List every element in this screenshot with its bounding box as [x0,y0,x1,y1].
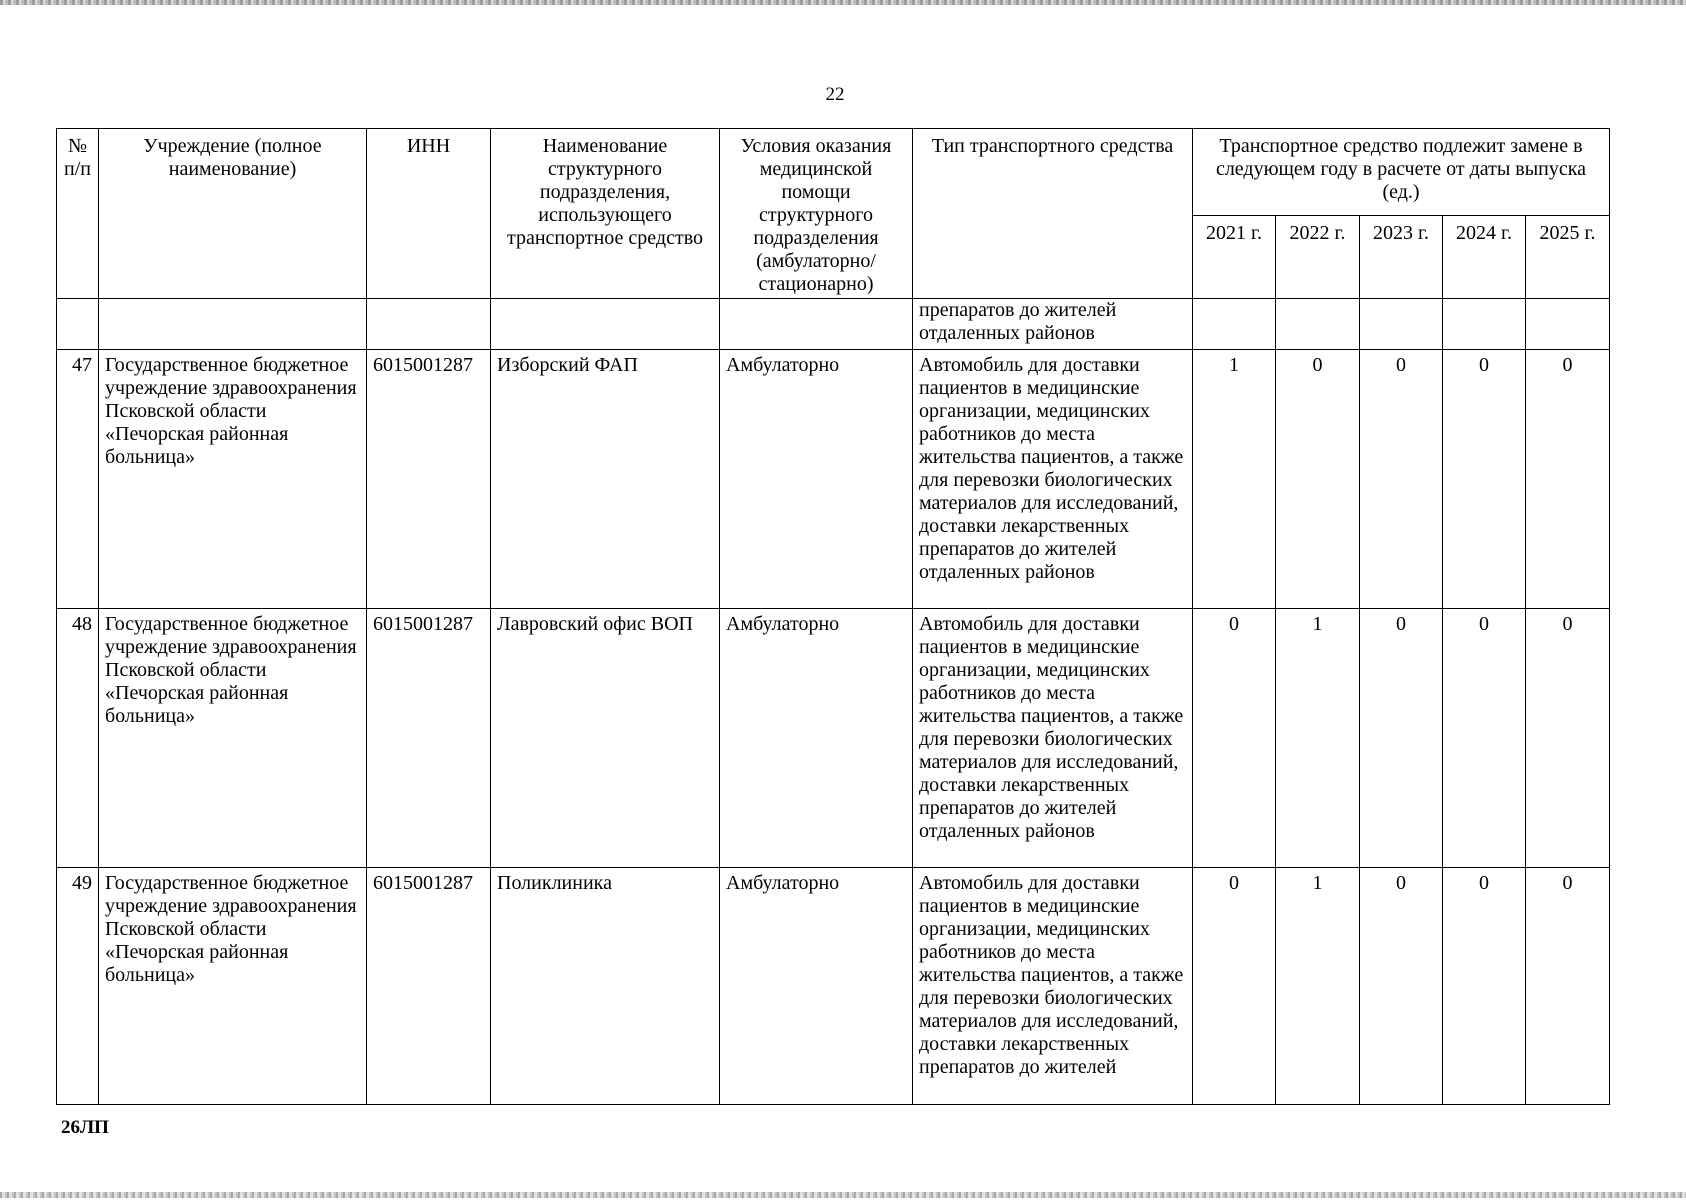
year-value-cell: 0 [1193,609,1276,868]
header-year: 2025 г. [1526,215,1610,298]
header-year: 2022 г. [1276,215,1360,298]
table-cell [1193,299,1276,350]
row-number: 48 [57,609,99,868]
row-number: 47 [57,350,99,609]
vehicle-type-cell: Автомобиль для доставки пациентов в медицинские организации, медицинских работников до места жительства пациентов, а также для перевозки биологических материалов для исследований, доставки лекарственных препаратов до жителей [913,868,1193,1105]
continuation-row [57,299,1610,350]
institution-cell: Государственное бюджетное учреждение здравоохранения Псковской области «Печорская районная больница» [99,350,367,609]
table-cell [720,299,913,350]
header-num: № п/п [57,129,99,299]
conditions-cell: Амбулаторно [720,609,913,868]
year-value-cell: 0 [1360,609,1443,868]
institution-cell: Государственное бюджетное учреждение здравоохранения Псковской области «Печорская районная больница» [99,868,367,1105]
header-vehicle-type: Тип транспортного средства [913,129,1193,299]
year-value-cell: 0 [1526,609,1610,868]
table-cell [1443,299,1526,350]
conditions-cell: Амбулаторно [720,350,913,609]
year-value-cell: 0 [1276,350,1360,609]
table-cell [367,299,491,350]
subdivision-cell: Изборский ФАП [491,350,720,609]
table-row [57,350,1610,609]
header-replacement-group: Транспортное средство подлежит замене в следующем году в расчете от даты выпуска (ед.) [1193,129,1610,216]
header-row [57,129,1610,216]
vehicle-type-cell: Автомобиль для доставки пациентов в медицинские организации, медицинских работников до места жительства пациентов, а также для перевозки биологических материалов для исследований, доставки лекарственных препаратов до жителей отдаленных районов [913,609,1193,868]
table-row [57,609,1610,868]
year-value-cell: 0 [1526,350,1610,609]
header-subdivision: Наименование структурного подразделения, использующего транспортное средство [491,129,720,299]
table-cell [1276,299,1360,350]
table-cell [57,299,99,350]
row-number: 49 [57,868,99,1105]
year-value-cell: 0 [1526,868,1610,1105]
year-value-cell: 0 [1443,350,1526,609]
vehicle-replacement-table [56,128,1610,1105]
inn-cell: 6015001287 [367,350,491,609]
year-value-cell: 0 [1360,350,1443,609]
header-year: 2024 г. [1443,215,1526,298]
table-row [57,868,1610,1105]
year-value-cell: 0 [1443,609,1526,868]
year-value-cell: 1 [1193,350,1276,609]
year-value-cell: 0 [1193,868,1276,1105]
table-cell [491,299,720,350]
header-inn: ИНН [367,129,491,299]
conditions-cell: Амбулаторно [720,868,913,1105]
table-cell [1526,299,1610,350]
vehicle-type-cell: препаратов до жителей отдаленных районов [913,299,1193,350]
inn-cell: 6015001287 [367,868,491,1105]
page-number: 22 [825,84,845,105]
vehicle-type-cell: Автомобиль для доставки пациентов в медицинские организации, медицинских работников до места жительства пациентов, а также для перевозки биологических материалов для исследований, доставки лекарственных препаратов до жителей отдаленных районов [913,350,1193,609]
year-value-cell: 1 [1276,609,1360,868]
header-year: 2023 г. [1360,215,1443,298]
year-value-cell: 1 [1276,868,1360,1105]
subdivision-cell: Поликлиника [491,868,720,1105]
scan-edge-top [0,0,1686,5]
scan-edge-bottom [0,1192,1686,1198]
institution-cell: Государственное бюджетное учреждение здравоохранения Псковской области «Печорская районная больница» [99,609,367,868]
year-value-cell: 0 [1360,868,1443,1105]
table-cell [1360,299,1443,350]
table-cell [99,299,367,350]
inn-cell: 6015001287 [367,609,491,868]
header-institution: Учреждение (полное наименование) [99,129,367,299]
header-conditions: Условия оказания медицинской помощи структурного подразделения (амбулаторно/ стационарно) [720,129,913,299]
subdivision-cell: Лавровский офис ВОП [491,609,720,868]
header-year: 2021 г. [1193,215,1276,298]
year-value-cell: 0 [1443,868,1526,1105]
document-code: 26ЛП [61,1117,109,1138]
